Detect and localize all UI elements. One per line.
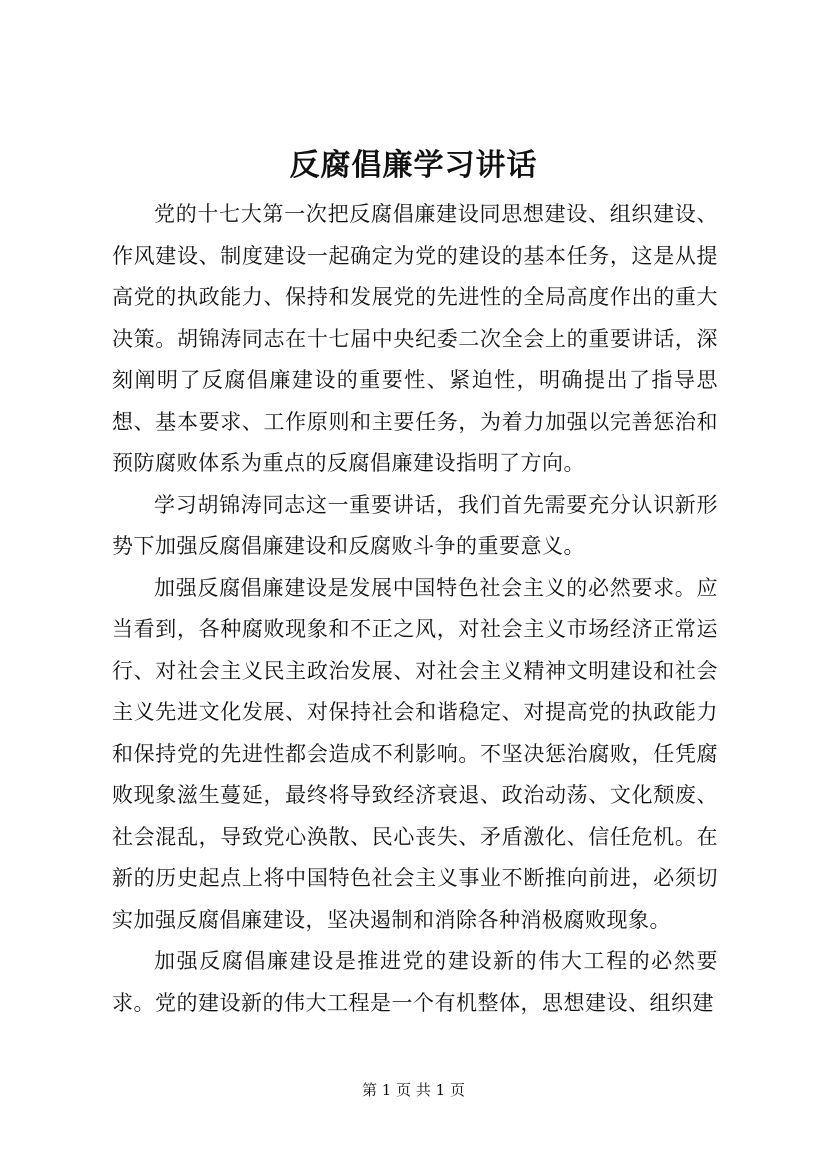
document-body [112,194,718,1024]
paragraph-1: 党的十七大第一次把反腐倡廉建设同思想建设、组织建设、作风建设、制度建设一起确定为党的建设的基本任务，这是从提高党的执政能力、保持和发展党的先进性的全局高度作出的重大决策。胡锦涛同志在十七届中央纪委二次全会上的重要讲话，深刻阐明了反腐倡廉建设的重要性、紧迫性，明确提出了指导思想、基本要求、工作原则和主要任务，为着力加强以完善惩治和预防腐败体系为重点的反腐倡廉建设指明了方向。 [112,202,718,475]
paragraph-2: 学习胡锦涛同志这一重要讲话，我们首先需要充分认识新形势下加强反腐倡廉建设和反腐败斗争的重要意义。 [112,492,718,558]
document-title: 反腐倡廉学习讲话 [289,148,538,183]
paragraph-4: 加强反腐倡廉建设是推进党的建设新的伟大工程的必然要求。党的建设新的伟大工程是一个有机整体，思想建设、组织建 [112,949,718,1015]
paragraph-3: 加强反腐倡廉建设是发展中国特色社会主义的必然要求。应当看到，各种腐败现象和不正之风，对社会主义市场经济正常运行、对社会主义民主政治发展、对社会主义精神文明建设和社会主义先进文化发展、对保持社会和谐稳定、对提高党的执政能力和保持党的先进性都会造成不利影响。不坚决惩治腐败，任凭腐败现象滋生蔓延，最终将导致经济衰退、政治动荡、文化颓废、社会混乱，导致党心涣散、民心丧失、矛盾激化、信任危机。在新的历史起点上将中国特色社会主义事业不断推向前进，必须切实加强反腐倡廉建设，坚决遏制和消除各种消极腐败现象。 [112,575,718,932]
page-number-footer: 第 1 页 共 1 页 [362,1081,465,1099]
